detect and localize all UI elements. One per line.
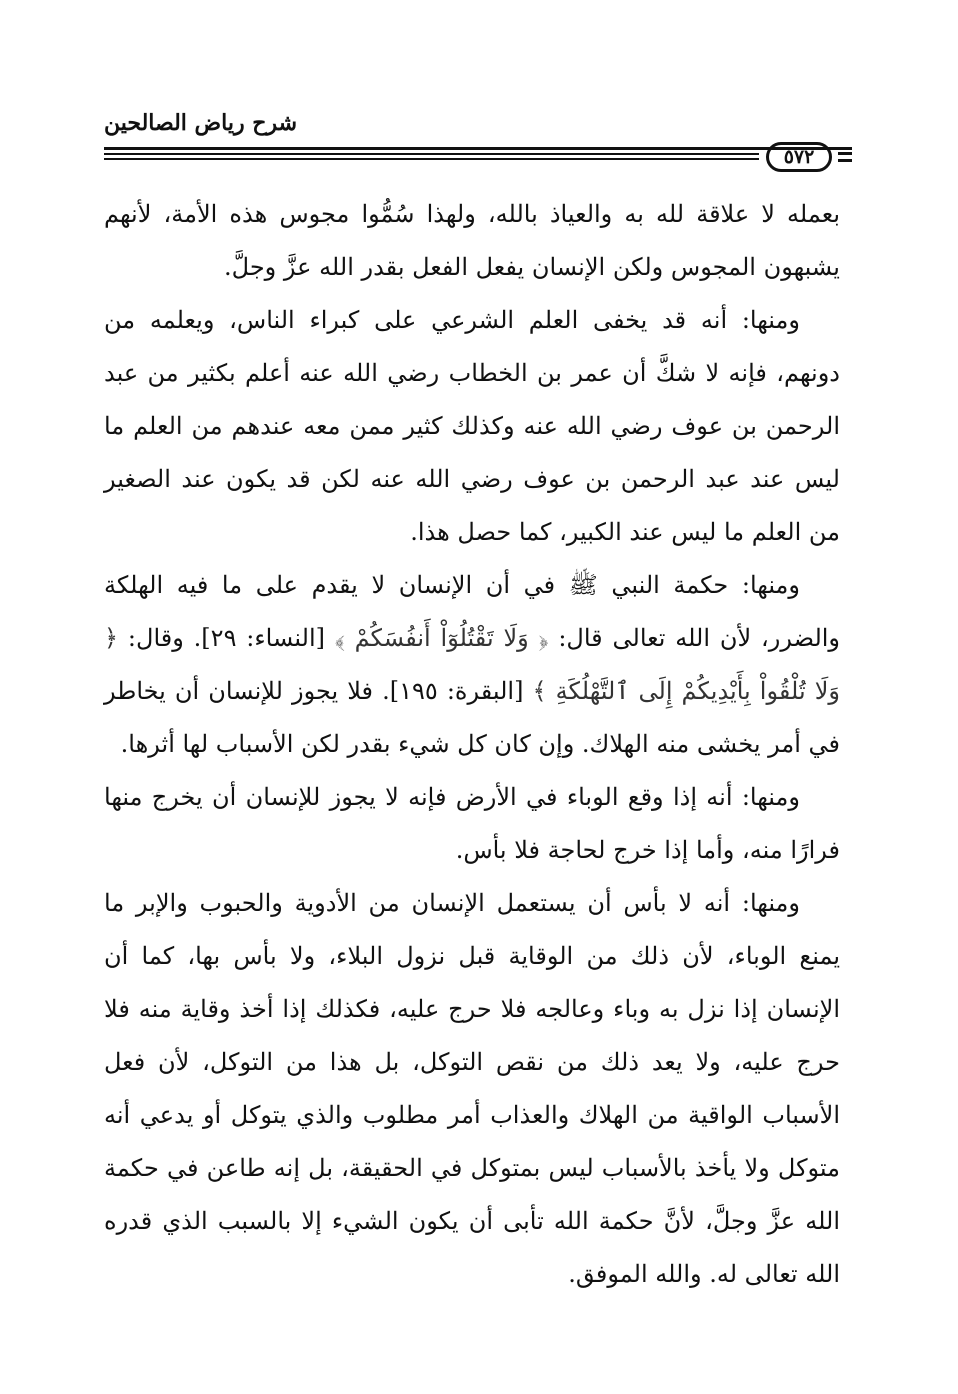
paragraph	[104, 877, 840, 1301]
paragraph	[104, 294, 840, 559]
quran-quote: ﴿ وَلَا تَقْتُلُوٓاْ أَنفُسَكُمْ ﴾	[334, 624, 549, 652]
header-rule-line	[104, 153, 759, 155]
paragraph	[104, 559, 840, 771]
header-rule-line	[104, 147, 852, 150]
header-rule-line	[104, 158, 759, 160]
paragraph-text: ومنها: أنه لا بأس أن يستعمل الإنسان من الأدوية والحبوب والإبر ما يمنع الوباء، لأن ذلك من الوقاية قبل نزول البلاء، ولا بأس بها، كما أن الإنسان إذا نزل به وباء وعالجه فلا حرج عليه، فكذلك إذا أخذ وقاية منه فلا حرج عليه، ولا يعد ذلك من نقص التوكل، بل هذا من التوكل، لأن فعل الأسباب الواقية من الهلاك والعذاب أمر مطلوب والذي يتوكل أو يدعي أنه متوكل ولا يأخذ بالأسباب ليس بمتوكل في الحقيقة، بل إنه طاعن في حكمة الله عزَّ وجلَّ، لأنَّ حكمة الله تأبى أن يكون الشيء إلا بالسبب الذي قدره الله تعالى له. والله الموفق.	[104, 889, 841, 1288]
paragraph-text: [النساء: ٢٩]. وقال:	[118, 624, 335, 652]
paragraph	[104, 188, 840, 294]
paragraph-text: [البقرة: ١٩٥]. فلا يجوز للإنسان أن يخاطر في أمر يخشى منه الهلاك. وإن كان كل شيء بقدر لكن الأسباب لها أثرها.	[104, 677, 840, 758]
paragraph-text: بعمله لا علاقة لله به والعياذ بالله، ولهذا سُمُّوا مجوس هذه الأمة، لأنهم يشبهون المجوس ولكن الإنسان يفعل الفعل بقدر الله عزَّ وجلَّ.	[104, 200, 840, 281]
paragraph	[104, 771, 840, 877]
header-rule	[104, 142, 852, 176]
paragraph-text: ومنها: حكمة النبي ﷺ في أن الإنسان لا يقدم على ما فيه الهلكة والضرر، لأن الله تعالى قال:	[104, 571, 841, 652]
paragraph-text: ومنها: أنه قد يخفى العلم الشرعي على كبراء الناس، ويعلمه من دونهم، فإنه لا شكَّ أن عمر بن الخطاب رضي الله عنه أعلم بكثير من عبد الرحمن بن عوف رضي الله عنه وكذلك كثير ممن معه عندهم من العلم ما ليس عند عبد الرحمن بن عوف رضي الله عنه لكن قد يكون عند الصغير من العلم ما ليس عند الكبير، كما حصل هذا.	[104, 306, 840, 546]
page-body	[104, 188, 840, 1301]
page-number: ٥٧٢	[766, 142, 832, 172]
running-header-title: شرح رياض الصالحين	[104, 110, 298, 136]
double-bar-icon	[838, 152, 852, 155]
double-bar-icon	[838, 159, 852, 162]
quran-quote: ﴿ وَلَا تُلْقُواْ بِأَيْدِيكُمْ إِلَى ٱلتَّهْلُكَةِ ﴾	[104, 624, 840, 705]
paragraph-text: ومنها: أنه إذا وقع الوباء في الأرض فإنه لا يجوز للإنسان أن يخرج منها فرارًا منه، وأما إذا خرج لحاجة فلا بأس.	[104, 783, 840, 864]
